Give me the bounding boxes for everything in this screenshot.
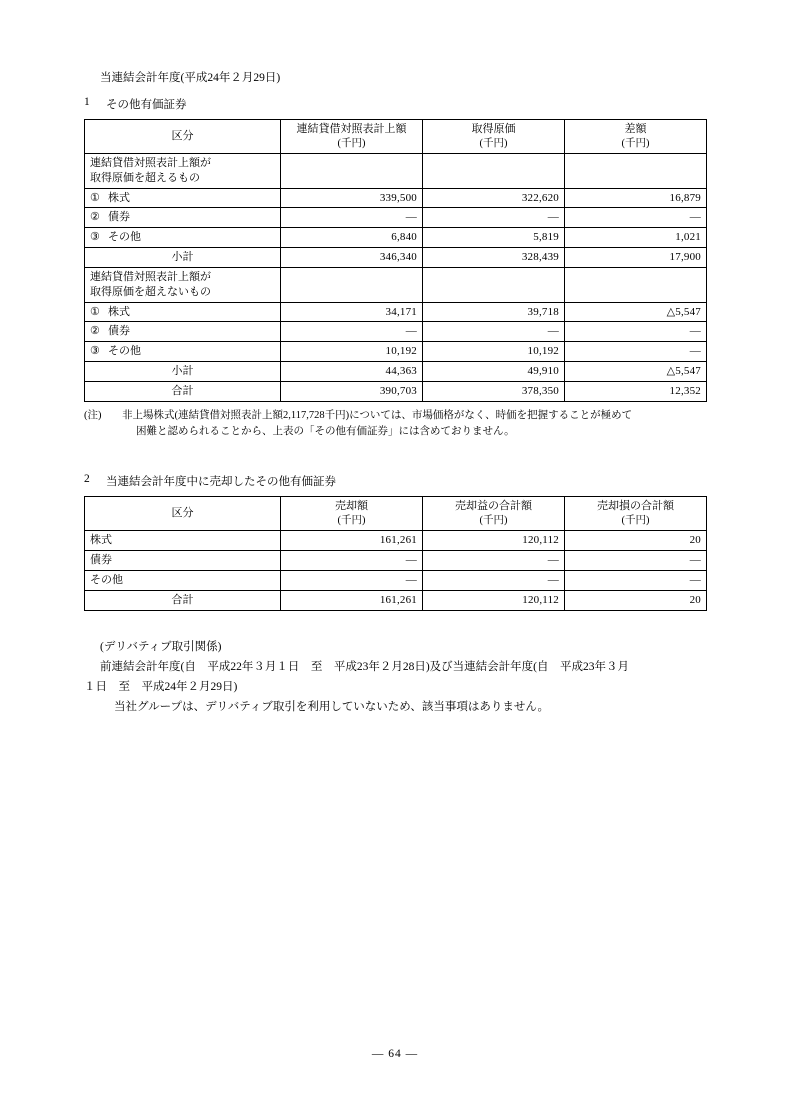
group2-label-blank-3 xyxy=(565,267,707,302)
total-row xyxy=(85,590,707,610)
group2-row1-v1: — xyxy=(281,322,423,342)
sold-total-v1: 161,261 xyxy=(281,590,423,610)
total-v1: 390,703 xyxy=(281,381,423,401)
group1-subtotal-v3: 17,900 xyxy=(565,248,707,268)
section2-heading xyxy=(84,473,706,489)
group1-row1-label: ② 債券 xyxy=(85,208,281,228)
sold-row0-label: 株式 xyxy=(85,531,281,551)
group2-row0-label: ① 株式 xyxy=(85,302,281,322)
col-header-category-2: 区分 xyxy=(85,497,281,531)
note-text xyxy=(122,408,706,440)
sold-row1-v3: — xyxy=(565,551,707,571)
group1-row1-v1: — xyxy=(281,208,423,228)
sold-row0-v2: 120,112 xyxy=(423,531,565,551)
group2-row0-v2: 39,718 xyxy=(423,302,565,322)
col-header-cost: 取得原価 (千円) xyxy=(423,119,565,153)
table-row xyxy=(85,228,707,248)
section3-line-3: 当社グループは、デリバティブ取引を利用していないため、該当事項はありません。 xyxy=(114,701,550,714)
page-number: ― 64 ― xyxy=(371,1048,419,1060)
section3-title: (デリバティブ取引関係) xyxy=(100,640,222,653)
group1-row2-label: ③ その他 xyxy=(85,228,281,248)
group1-row1-v2: — xyxy=(423,208,565,228)
sold-securities-table xyxy=(84,496,707,610)
group1-subtotal-label: 小計 xyxy=(85,248,281,268)
group1-row2-v3: 1,021 xyxy=(565,228,707,248)
group1-label-blank-3 xyxy=(565,153,707,188)
table-row xyxy=(85,302,707,322)
sold-row1-v2: — xyxy=(423,551,565,571)
sold-row0-v1: 161,261 xyxy=(281,531,423,551)
table-header-row xyxy=(85,497,707,531)
table-row xyxy=(85,531,707,551)
group1-label-blank-2 xyxy=(423,153,565,188)
table-row xyxy=(85,188,707,208)
sold-row2-v3: — xyxy=(565,571,707,591)
group1-row0-v3: 16,879 xyxy=(565,188,707,208)
group1-row2-v1: 6,840 xyxy=(281,228,423,248)
page-content xyxy=(84,70,706,717)
section1-note xyxy=(84,408,706,440)
group1-label-row xyxy=(85,153,707,188)
note-line-1: 非上場株式(連結貸借対照表計上額2,117,728千円)については、市場価格がなく、時価を把握することが極めて xyxy=(122,409,633,421)
sold-total-v2: 120,112 xyxy=(423,590,565,610)
total-v3: 12,352 xyxy=(565,381,707,401)
group2-label-row xyxy=(85,267,707,302)
group2-row1-v2: — xyxy=(423,322,565,342)
sold-row1-v1: — xyxy=(281,551,423,571)
sold-row2-v1: — xyxy=(281,571,423,591)
group1-row0-label: ① 株式 xyxy=(85,188,281,208)
table-header-row xyxy=(85,119,707,153)
table-row xyxy=(85,551,707,571)
group2-row2-v1: 10,192 xyxy=(281,342,423,362)
group2-subtotal-label: 小計 xyxy=(85,362,281,382)
group1-row2-v2: 5,819 xyxy=(423,228,565,248)
col-header-category: 区分 xyxy=(85,119,281,153)
section2-number: 2 xyxy=(84,473,90,486)
table-row xyxy=(85,342,707,362)
group2-subtotal-v3: △5,547 xyxy=(565,362,707,382)
col-header-sale-amount: 売却額 (千円) xyxy=(281,497,423,531)
total-row xyxy=(85,381,707,401)
group1-subtotal-v1: 346,340 xyxy=(281,248,423,268)
note-tag: (注) xyxy=(84,409,102,421)
group1-label: 連結貸借対照表計上額が 取得原価を超えるもの xyxy=(85,153,281,188)
sold-total-v3: 20 xyxy=(565,590,707,610)
note-line-2: 困難と認められることから、上表の「その他有価証券」には含めておりません。 xyxy=(136,425,515,437)
group1-subtotal-v2: 328,439 xyxy=(423,248,565,268)
period-heading: 当連結会計年度(平成24年２月29日) xyxy=(100,72,281,84)
group2-row0-v1: 34,171 xyxy=(281,302,423,322)
group2-row1-v3: — xyxy=(565,322,707,342)
section1-number: 1 xyxy=(84,95,90,108)
group2-subtotal-v1: 44,363 xyxy=(281,362,423,382)
sold-row0-v3: 20 xyxy=(565,531,707,551)
total-v2: 378,350 xyxy=(423,381,565,401)
group2-label: 連結貸借対照表計上額が 取得原価を超えないもの xyxy=(85,267,281,302)
group2-row2-v3: — xyxy=(565,342,707,362)
col-header-gain-total: 売却益の合計額 (千円) xyxy=(423,497,565,531)
group1-row0-v2: 322,620 xyxy=(423,188,565,208)
section1-title: その他有価証券 xyxy=(106,98,187,111)
col-header-balance: 連結貸借対照表計上額 (千円) xyxy=(281,119,423,153)
sold-row2-label: その他 xyxy=(85,571,281,591)
sold-row1-label: 債券 xyxy=(85,551,281,571)
section3-line-1: 前連結会計年度(自 平成22年３月１日 至 平成23年２月28日)及び当連結会計年度(自 平成23年３月 xyxy=(100,660,629,673)
other-securities-table xyxy=(84,119,707,402)
group1-subtotal-row xyxy=(85,248,707,268)
sold-row2-v2: — xyxy=(423,571,565,591)
section2-title: 当連結会計年度中に売却したその他有価証券 xyxy=(106,476,336,489)
group2-label-blank-1 xyxy=(281,267,423,302)
col-header-loss-total: 売却損の合計額 (千円) xyxy=(565,497,707,531)
group1-row0-v1: 339,500 xyxy=(281,188,423,208)
group2-row2-label: ③ その他 xyxy=(85,342,281,362)
group1-label-blank-1 xyxy=(281,153,423,188)
total-label: 合計 xyxy=(85,381,281,401)
group2-row0-v3: △5,547 xyxy=(565,302,707,322)
group2-subtotal-v2: 49,910 xyxy=(423,362,565,382)
section3-line-2: １日 至 平成24年２月29日) xyxy=(84,680,238,693)
group2-row1-label: ② 債券 xyxy=(85,322,281,342)
group2-label-blank-2 xyxy=(423,267,565,302)
table-row xyxy=(85,322,707,342)
section1-heading xyxy=(84,96,706,112)
col-header-difference: 差額 (千円) xyxy=(565,119,707,153)
sold-total-label: 合計 xyxy=(85,590,281,610)
group2-subtotal-row xyxy=(85,362,707,382)
table-row xyxy=(85,571,707,591)
group1-row1-v3: — xyxy=(565,208,707,228)
group2-row2-v2: 10,192 xyxy=(423,342,565,362)
table-row xyxy=(85,208,707,228)
